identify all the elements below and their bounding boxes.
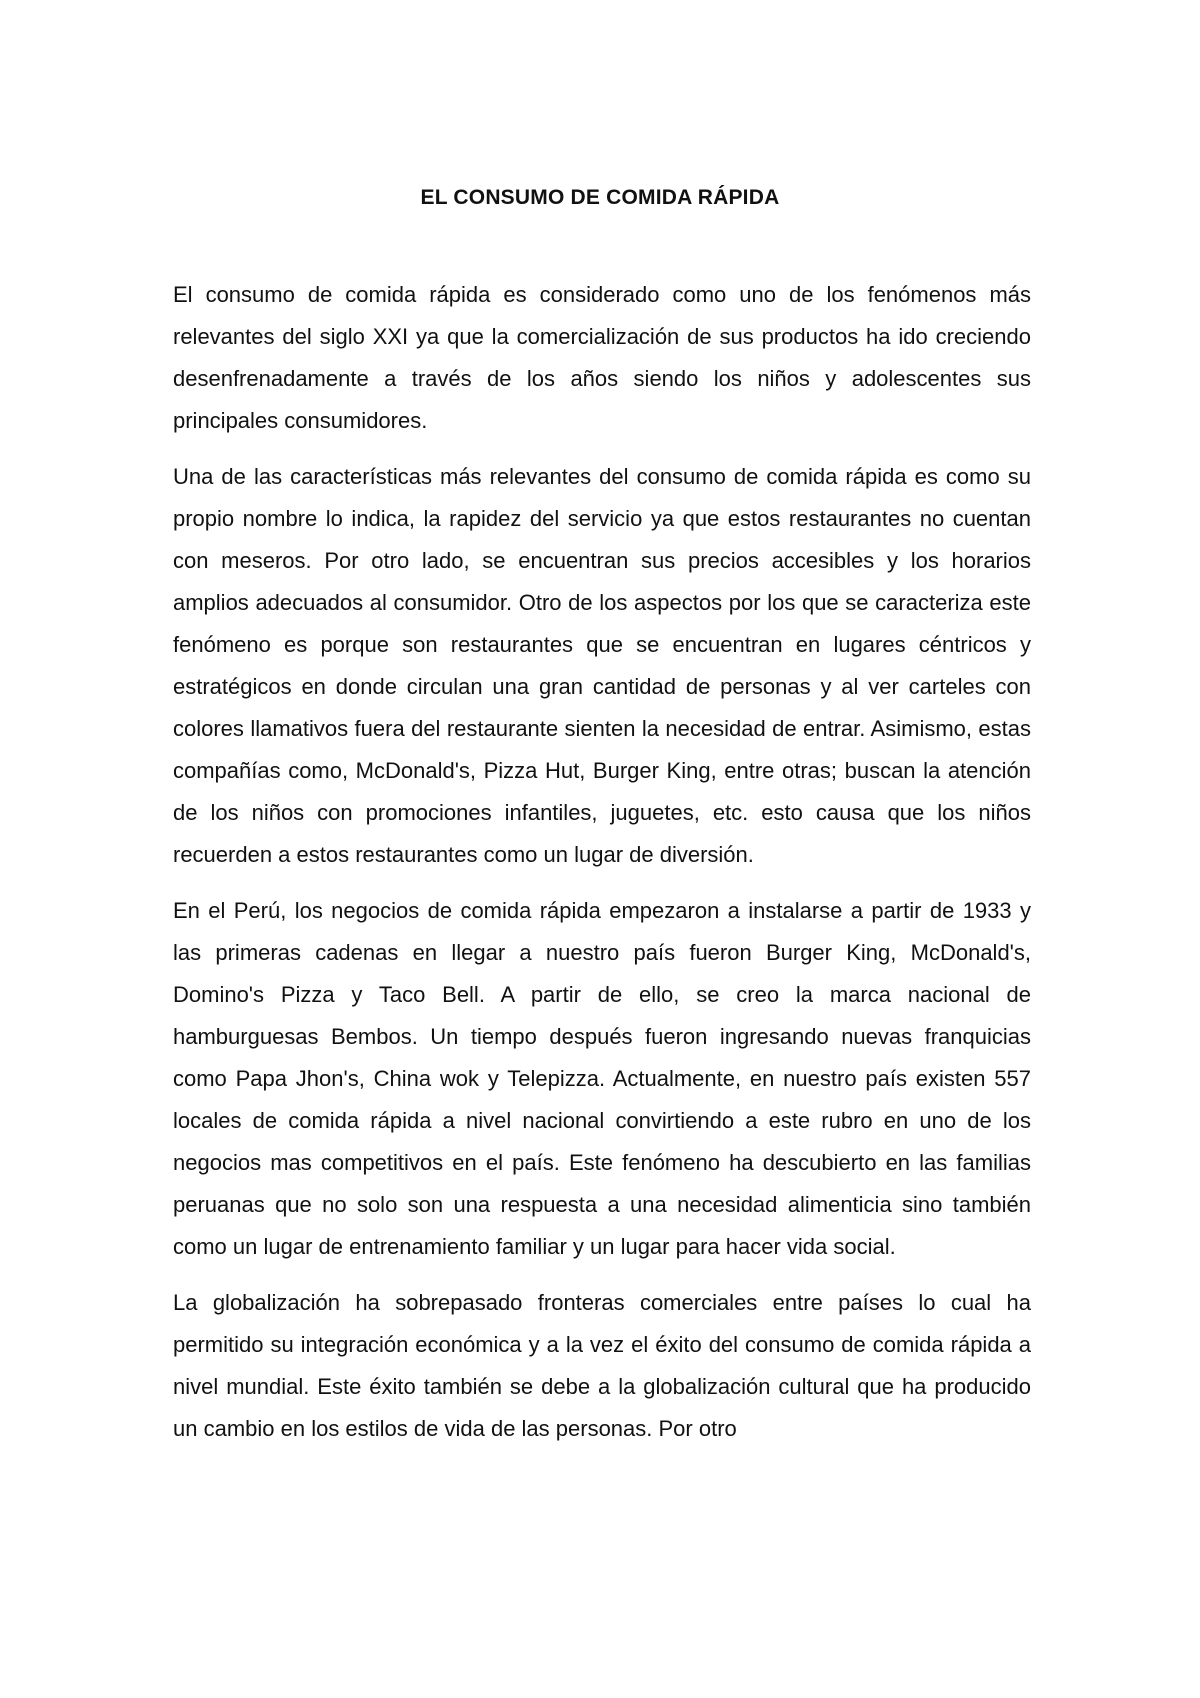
paragraph-1: El consumo de comida rápida es considerado como uno de los fenómenos más relevantes del siglo XXI ya que la comercialización de sus productos ha ido creciendo desenfrenadamente a través de los años siendo los niños y adolescentes sus principales consumidores.: [173, 282, 1031, 433]
paragraph-2: Una de las características más relevantes del consumo de comida rápida es como su propio nombre lo indica, la rapidez del servicio ya que estos restaurantes no cuentan con meseros. Por otro lado, se encuentran sus precios accesibles y los horarios amplios adecuados al consumidor. Otro de los aspectos por los que se caracteriza este fenómeno es porque son restaurantes que se encuentran en lugares céntricos y estratégicos en donde circulan una gran cantidad de personas y al ver carteles con colores llamativos fuera del restaurante sienten la necesidad de entrar. Asimismo, estas compañías como, McDonald's, Pizza Hut, Burger King, entre otras; buscan la atención de los niños con promociones infantiles, juguetes, etc. esto causa que los niños recuerden a estos restaurantes como un lugar de diversión.: [173, 464, 1031, 867]
document-body: [173, 274, 1031, 1464]
paragraph-3: En el Perú, los negocios de comida rápida empezaron a instalarse a partir de 1933 y las primeras cadenas en llegar a nuestro país fueron Burger King, McDonald's, Domino's Pizza y Taco Bell. A partir de ello, se creo la marca nacional de hamburguesas Bembos. Un tiempo después fueron ingresando nuevas franquicias como Papa Jhon's, China wok y Telepizza. Actualmente, en nuestro país existen 557 locales de comida rápida a nivel nacional convirtiendo a este rubro en uno de los negocios mas competitivos en el país. Este fenómeno ha descubierto en las familias peruanas que no solo son una respuesta a una necesidad alimenticia sino también como un lugar de entrenamiento familiar y un lugar para hacer vida social.: [173, 898, 1031, 1259]
paragraph-4: La globalización ha sobrepasado fronteras comerciales entre países lo cual ha permitido su integración económica y a la vez el éxito del consumo de comida rápida a nivel mundial. Este éxito también se debe a la globalización cultural que ha producido un cambio en los estilos de vida de las personas. Por otro: [173, 1290, 1031, 1441]
document-title: EL CONSUMO DE COMIDA RÁPIDA: [420, 186, 780, 209]
